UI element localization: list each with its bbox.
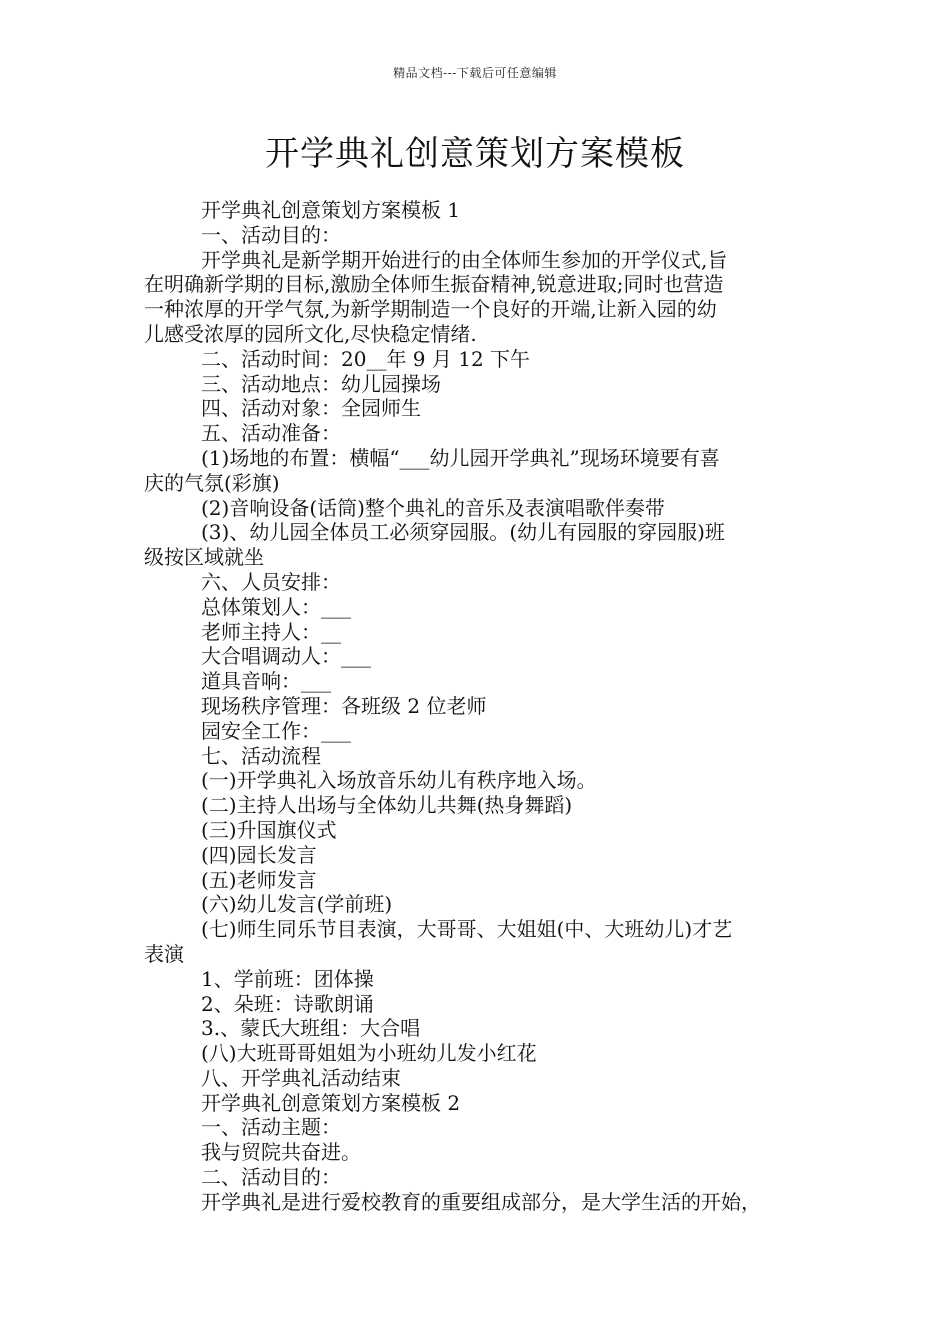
text-line: 五、活动准备： (201, 421, 341, 446)
text-line: 开学典礼是新学期开始进行的由全体师生参加的开学仪式,旨 (201, 247, 728, 272)
text-line: 园安全工作：___ (201, 718, 351, 743)
header-note: 精品文档---下载后可任意编辑 (393, 66, 557, 80)
text-line: 庆的气氛(彩旗) (144, 470, 280, 495)
document-title: 开学典礼创意策划方案模板 (265, 134, 685, 174)
text-line: (2)音响设备(话筒)整个典礼的音乐及表演唱歌伴奏带 (201, 495, 665, 520)
text-line: 道具音响：___ (201, 669, 331, 694)
text-line: 八、开学典礼活动结束 (201, 1065, 401, 1090)
text-line: 现场秩序管理：各班级 2 位老师 (201, 693, 487, 718)
text-line: (1)场地的布置：横幅“___幼儿园开学典礼”现场环境要有喜 (201, 445, 720, 470)
text-line: 开学典礼是进行爱校教育的重要组成部分，是大学生活的开始， (201, 1189, 761, 1214)
text-line: 一、活动主题： (201, 1115, 341, 1140)
text-line: 2、朵班：诗歌朗诵 (201, 991, 374, 1016)
text-line: 级按区域就坐 (144, 545, 264, 570)
text-line: 三、活动地点：幼儿园操场 (201, 371, 441, 396)
text-line: (3)、幼儿园全体员工必须穿园服。(幼儿有园服的穿园服)班 (201, 520, 725, 545)
text-line: (七)师生同乐节目表演，大哥哥、大姐姐(中、大班幼儿)才艺 (201, 917, 733, 942)
text-line: 七、活动流程 (201, 743, 321, 768)
text-line: (三)升国旗仪式 (201, 817, 337, 842)
text-line: 一种浓厚的开学气氛,为新学期制造一个良好的开端,让新入园的幼 (144, 297, 717, 322)
text-line: (二)主持人出场与全体幼儿共舞(热身舞蹈) (201, 793, 573, 818)
text-line: 开学典礼创意策划方案模板 1 (201, 198, 461, 222)
text-line: 四、活动对象：全园师生 (201, 396, 421, 421)
text-line: 在明确新学期的目标,激励全体师生振奋精神,锐意进取;同时也营造 (144, 272, 724, 297)
text-line: 二、活动时间：20__年 9 月 12 下午 (201, 346, 531, 371)
text-line: 总体策划人：___ (201, 594, 351, 619)
text-line: (六)幼儿发言(学前班) (201, 892, 393, 917)
text-line: (一)开学典礼入场放音乐幼儿有秩序地入场。 (201, 768, 597, 793)
text-line: 二、活动目的： (201, 1165, 341, 1190)
text-line: 一、活动目的： (201, 222, 341, 247)
document-body (144, 198, 814, 1215)
text-line: (五)老师发言 (201, 867, 317, 892)
text-line: 老师主持人：__ (201, 619, 341, 644)
text-line: (八)大班哥哥姐姐为小班幼儿发小红花 (201, 1041, 537, 1066)
text-line: 大合唱调动人：___ (201, 644, 371, 669)
text-line: 我与贸院共奋进。 (201, 1140, 361, 1165)
text-line: 儿感受浓厚的园所文化,尽快稳定情绪. (144, 321, 477, 346)
text-line: 开学典礼创意策划方案模板 2 (201, 1090, 461, 1115)
text-line: 1、学前班：团体操 (201, 966, 374, 991)
text-line: (四)园长发言 (201, 842, 317, 867)
text-line: 3.、蒙氏大班组：大合唱 (201, 1016, 421, 1041)
text-line: 六、人员安排： (201, 569, 341, 594)
text-line: 表演 (144, 941, 184, 966)
